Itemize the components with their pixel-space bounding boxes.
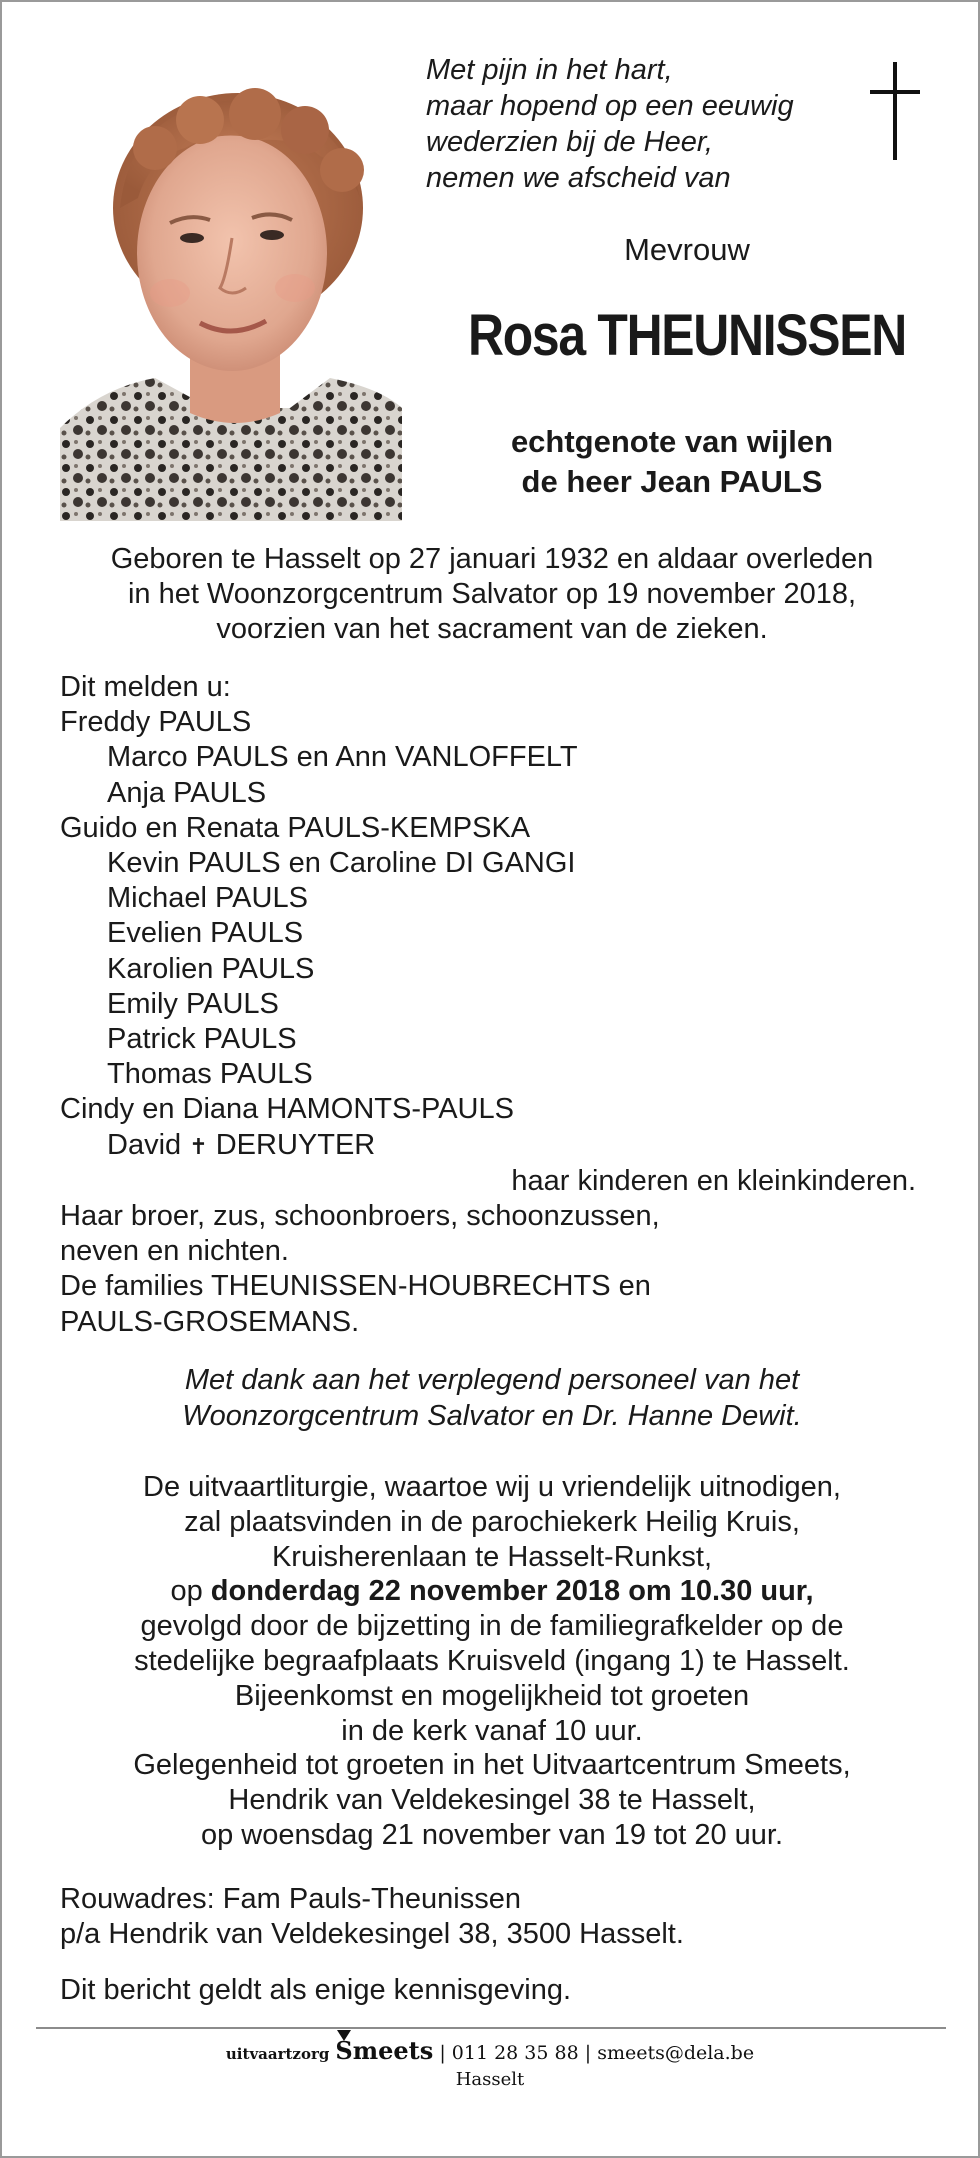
birth-line: Geboren te Hasselt op 27 januari 1932 en aldaar overleden bbox=[110, 543, 874, 575]
footer-divider bbox=[36, 2027, 946, 2029]
footer-separator: | bbox=[439, 2042, 446, 2064]
portrait-photo bbox=[60, 78, 402, 521]
birth-line: in het Woonzorgcentrum Salvator op 19 november 2018, bbox=[127, 578, 857, 610]
cross-icon bbox=[866, 62, 926, 167]
ceremony-date-prefix: op bbox=[170, 1575, 203, 1608]
family-member: Kevin PAULS en Caroline DI GANGI bbox=[107, 847, 576, 880]
member-first-name: David bbox=[107, 1128, 182, 1161]
ceremony-line: Bijeenkomst en mogelijkheid tot groeten bbox=[234, 1679, 750, 1712]
ceremony-line: Gelegenheid tot groeten in het Uitvaartcentrum Smeets, bbox=[133, 1749, 851, 1782]
ceremony-line: De uitvaartliturgie, waartoe wij u vriendelijk uitnodigen, bbox=[143, 1471, 841, 1503]
relatives-line: neven en nichten. bbox=[60, 1235, 289, 1268]
footer-contact-line bbox=[2, 2036, 978, 2065]
mourning-address bbox=[60, 1882, 940, 1952]
footer-email: smeets@dela.be bbox=[597, 2042, 755, 2064]
family-member: Marco PAULS en Ann VANLOFFELT bbox=[107, 741, 578, 774]
family-member: Evelien PAULS bbox=[107, 917, 304, 950]
relatives-line: PAULS-GROSEMANS. bbox=[60, 1305, 360, 1338]
birth-line: voorzien van het sacrament van de zieken. bbox=[216, 613, 768, 645]
ceremony-date-line bbox=[42, 1574, 942, 1609]
footer-separator: | bbox=[584, 2042, 592, 2064]
ceremony-line: in de kerk vanaf 10 uur. bbox=[341, 1714, 643, 1747]
ceremony-line: gevolgd door de bijzetting in de familiegrafkelder op de bbox=[140, 1610, 844, 1643]
funeral-home-footer bbox=[2, 2036, 978, 2090]
funeral-home-logo bbox=[335, 2036, 433, 2065]
spouse-line: echtgenote van wijlen bbox=[510, 424, 834, 459]
logo-triangle-icon bbox=[337, 2030, 351, 2041]
ceremony-date: donderdag 22 november 2018 om 10.30 uur, bbox=[210, 1575, 814, 1608]
family-summary: haar kinderen en kleinkinderen. bbox=[511, 1164, 916, 1197]
death-mark-icon: ✝ bbox=[189, 1133, 208, 1159]
address-line: p/a Hendrik van Veldekesingel 38, 3500 Hasselt. bbox=[60, 1918, 684, 1950]
opening-line: Met pijn in het hart, bbox=[426, 54, 673, 86]
footer-brand: Smeets bbox=[335, 2036, 434, 2065]
opening-line: wederzien bij de Heer, bbox=[426, 126, 713, 158]
address-line: Rouwadres: Fam Pauls-Theunissen bbox=[60, 1883, 521, 1915]
deceased-title: Mevrouw bbox=[624, 232, 750, 267]
family-intro: Dit melden u: bbox=[60, 671, 231, 703]
family-member: Thomas PAULS bbox=[107, 1058, 313, 1091]
ceremony-line: zal plaatsvinden in de parochiekerk Heilig Kruis, bbox=[184, 1505, 800, 1538]
family-list bbox=[60, 670, 940, 1340]
opening-verse bbox=[426, 52, 846, 196]
ceremony-line: stedelijke begraafplaats Kruisveld (ingang 1) te Hasselt. bbox=[134, 1644, 850, 1677]
opening-line: nemen we afscheid van bbox=[426, 162, 731, 194]
family-member: Karolien PAULS bbox=[107, 952, 315, 985]
ceremony-line: Kruisherenlaan te Hasselt-Runkst, bbox=[271, 1540, 713, 1573]
spouse-info bbox=[432, 422, 912, 502]
relatives-line: De families THEUNISSEN-HOUBRECHTS en bbox=[60, 1270, 651, 1303]
deceased-name: Rosa THEUNISSEN bbox=[468, 303, 906, 368]
thanks-line: Woonzorgcentrum Salvator en Dr. Hanne Dewit. bbox=[182, 1400, 802, 1432]
footer-phone: 011 28 35 88 bbox=[451, 2042, 579, 2064]
thanks-note bbox=[42, 1362, 942, 1434]
portrait-illustration bbox=[60, 78, 402, 521]
family-member: Emily PAULS bbox=[107, 987, 279, 1020]
ceremony-line: op woensdag 21 november van 19 tot 20 uur. bbox=[200, 1818, 784, 1851]
birth-death-info bbox=[42, 542, 942, 647]
family-member: Cindy en Diana HAMONTS-PAULS bbox=[60, 1093, 514, 1126]
family-member: Guido en Renata PAULS-KEMPSKA bbox=[60, 811, 531, 844]
thanks-line: Met dank aan het verplegend personeel van het bbox=[184, 1364, 800, 1396]
spouse-line: de heer Jean PAULS bbox=[521, 464, 823, 499]
ceremony-info bbox=[42, 1470, 942, 1853]
footer-prefix: uitvaartzorg bbox=[225, 2045, 330, 2063]
family-member: Freddy PAULS bbox=[60, 706, 252, 739]
member-last-name: DERUYTER bbox=[215, 1128, 376, 1161]
ceremony-line: Hendrik van Veldekesingel 38 te Hasselt, bbox=[228, 1784, 756, 1817]
footer-city: Hasselt bbox=[455, 2069, 525, 2090]
family-member-deceased bbox=[60, 1128, 940, 1164]
family-member: Patrick PAULS bbox=[107, 1023, 297, 1056]
notice-text: Dit bericht geldt als enige kennisgeving. bbox=[60, 1974, 572, 2006]
family-member: Anja PAULS bbox=[107, 776, 267, 809]
relatives-line: Haar broer, zus, schoonbroers, schoonzussen, bbox=[60, 1200, 660, 1233]
opening-line: maar hopend op een eeuwig bbox=[426, 90, 794, 122]
family-member: Michael PAULS bbox=[107, 882, 308, 915]
